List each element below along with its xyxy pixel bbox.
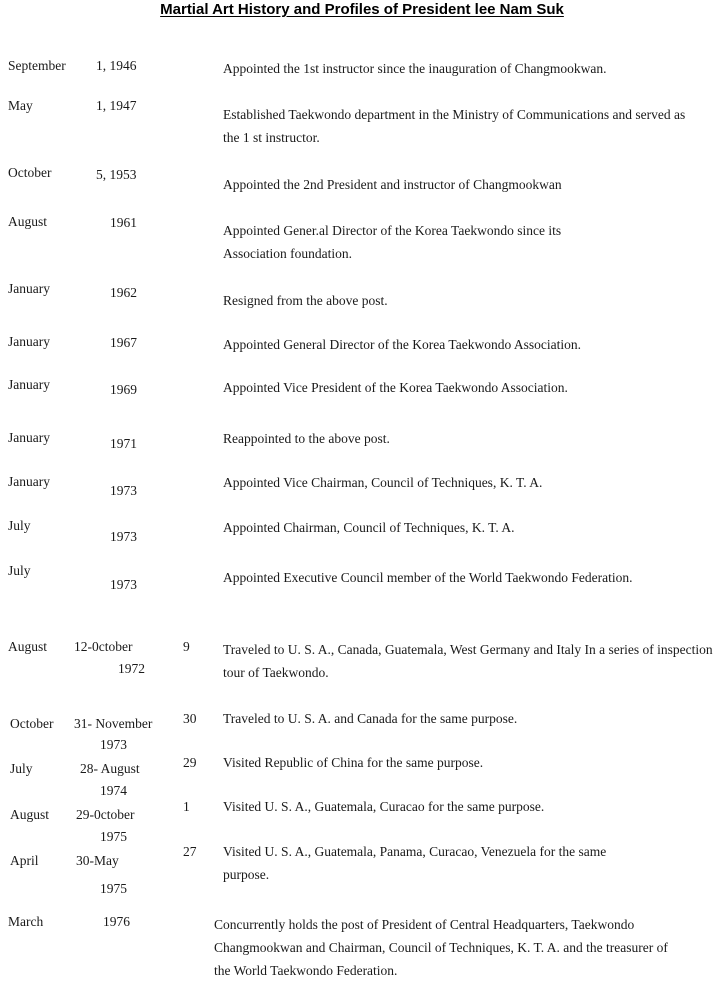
entry-month: March <box>8 914 44 929</box>
entry-date: 1973 <box>110 483 137 498</box>
entry-description: Traveled to U. S. A. and Canada for the same purpose. <box>223 711 518 726</box>
entry-day: 30 <box>183 711 197 726</box>
entry-date: 1, 1946 <box>96 58 137 73</box>
entry-description: Concurrently holds the post of President of Central Headquarters, Taekwondo Changmookwan and Chairman, Council of Techniques, K. T. A. and the treasurer of the World Taekwondo Federation. <box>214 917 668 978</box>
entry-day: 29 <box>183 755 197 770</box>
page-title: Martial Art History and Profiles of President lee Nam Suk <box>160 1 564 18</box>
entry-date: 1967 <box>110 335 137 350</box>
entry-description: Visited Republic of China for the same purpose. <box>223 755 484 770</box>
entry-date-year: 1975 <box>100 881 127 896</box>
entry-month: October <box>10 716 54 731</box>
entry-description: Appointed Chairman, Council of Techniques, K. T. A. <box>223 520 515 535</box>
entry-date: 1971 <box>110 436 137 451</box>
entry-month: August <box>10 807 50 822</box>
entry-date: 31- November <box>74 716 153 731</box>
entry-month: October <box>8 165 52 180</box>
entry-date: 12-0ctober <box>74 639 133 654</box>
entry-date-year: 1974 <box>100 783 127 798</box>
entry-day: 9 <box>183 639 190 654</box>
entry-date: 1, 1947 <box>96 98 137 113</box>
entry-date-year: 1973 <box>100 737 127 752</box>
entry-date-year: 1975 <box>100 829 127 844</box>
entry-date: 29-0ctober <box>76 807 135 822</box>
entry-date: 1973 <box>110 529 137 544</box>
entry-month: September <box>8 58 66 73</box>
entry-day: 1 <box>183 799 190 814</box>
entry-date: 1969 <box>110 382 137 397</box>
entry-description: Established Taekwondo department in the Ministry of Communications and served as the 1 st instructor. <box>223 107 686 145</box>
entry-month: July <box>10 761 33 776</box>
entry-description: Appointed the 2nd President and instructor of Changmookwan <box>223 177 562 192</box>
entry-date: 28- August <box>80 761 140 776</box>
entry-description: Appointed Vice Chairman, Council of Techniques, K. T. A. <box>223 475 543 490</box>
entry-month: May <box>8 98 33 113</box>
entry-month: January <box>8 474 50 489</box>
entry-month: July <box>8 563 31 578</box>
entry-day: 27 <box>183 844 197 859</box>
entry-date-year: 1972 <box>118 661 145 676</box>
entry-month: August <box>8 639 48 654</box>
entry-month: January <box>8 377 50 392</box>
entry-date: 30-May <box>76 853 119 868</box>
entry-description: Appointed the 1st instructor since the inauguration of Changmookwan. <box>223 61 607 76</box>
entry-date: 5, 1953 <box>96 167 137 182</box>
entry-description: Visited U. S. A., Guatemala, Curacao for the same purpose. <box>223 799 545 814</box>
entry-description: Appointed Executive Council member of the World Taekwondo Federation. <box>223 570 633 585</box>
entry-description: Appointed Gener.al Director of the Korea Taekwondo since its Association foundation. <box>223 223 562 261</box>
entry-month: January <box>8 281 50 296</box>
entry-date: 1976 <box>103 914 130 929</box>
entry-date: 1973 <box>110 577 137 592</box>
entry-description: Visited U. S. A., Guatemala, Panama, Curacao, Venezuela for the same purpose. <box>223 844 607 882</box>
entry-month: January <box>8 334 50 349</box>
entry-month: April <box>10 853 39 868</box>
entry-description: Traveled to U. S. A., Canada, Guatemala, West Germany and Italy In a series of inspection tour of Taekwondo. <box>223 642 713 680</box>
entry-description: Appointed General Director of the Korea Taekwondo Association. <box>223 337 581 352</box>
entry-date: 1962 <box>110 285 137 300</box>
entry-month: January <box>8 430 50 445</box>
entry-month: August <box>8 214 48 229</box>
entry-description: Appointed Vice President of the Korea Taekwondo Association. <box>223 380 568 395</box>
entry-month: July <box>8 518 31 533</box>
entry-date: 1961 <box>110 215 137 230</box>
entry-description: Reappointed to the above post. <box>223 431 390 446</box>
entry-description: Resigned from the above post. <box>223 293 388 308</box>
